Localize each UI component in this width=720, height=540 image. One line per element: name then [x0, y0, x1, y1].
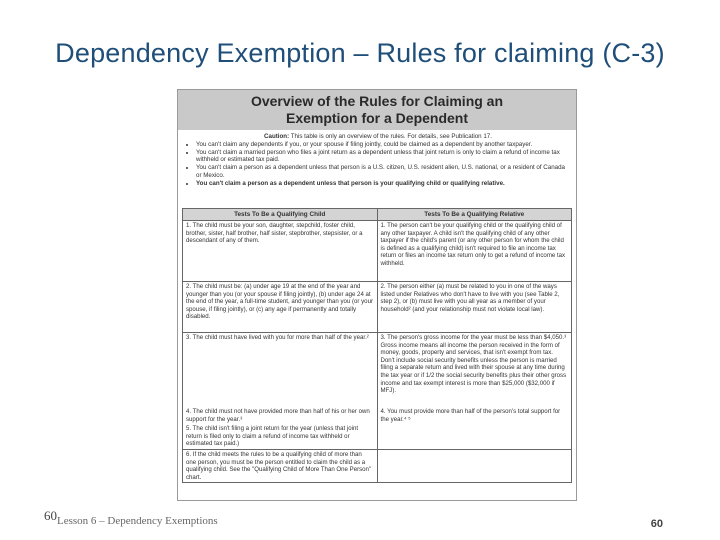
qualifying-child-header: Tests To Be a Qualifying Child	[183, 209, 378, 221]
footer-lesson-text: Lesson 6 – Dependency Exemptions	[57, 515, 218, 527]
child-test-4: 4. The child must not have provided more than half of his or her own support for the year.³	[183, 407, 378, 424]
footer-slide-number: 60	[44, 508, 57, 523]
qualifying-relative-header: Tests To Be a Qualifying Relative	[377, 209, 572, 221]
document-header	[178, 90, 576, 130]
child-test-5: 5. The child isn't filing a joint return for the year (unless that joint return is filed only to claim a refund of income tax withheld or estimated tax paid.)	[183, 424, 378, 449]
caution-bullets	[186, 141, 570, 188]
slide-title: Dependency Exemption – Rules for claiming (C-3)	[55, 38, 665, 68]
document-title-line2: Exemption for a Dependent	[285, 110, 469, 126]
table-row	[183, 449, 572, 482]
table-row	[183, 282, 572, 333]
caution-box	[178, 130, 576, 188]
caution-bullet: • You can't claim a married person who files a joint return as a dependent unless that joint return is only to claim a refund of income tax withheld or estimated tax paid.	[196, 149, 570, 165]
child-test-6: 6. If the child meets the rules to be a qualifying child of more than one person, you must be the person entitled to claim the child as a qualifying child. See the "Qualifying Child of More Than One Person" chart.	[183, 449, 378, 482]
caution-label: Caution:	[264, 133, 290, 140]
child-test-2: 2. The child must be: (a) under age 19 at the end of the year and younger than you (or your spouse if filing jointly), (b) under age 24 at the end of the year, a full-time student, and younger than you (or your spouse, if filing jointly), or (c) any age if permanently and totally disabled.	[183, 282, 378, 333]
caution-bullet: • You can't claim a person as a dependent unless that person is a U.S. citizen, U.S. resident alien, U.S. national, or a resident of Canada or Mexico.	[196, 164, 570, 180]
child-test-3: 3. The child must have lived with you for more than half of the year.²	[183, 333, 378, 408]
table-row	[183, 407, 572, 424]
tests-table	[182, 208, 572, 483]
table-row	[183, 424, 572, 449]
document-image	[177, 89, 577, 501]
caution-text: This table is only an overview of the rules. For details, see Publication 17.	[290, 133, 492, 140]
table-row	[183, 221, 572, 282]
table-row	[183, 333, 572, 408]
relative-test-2: 2. The person either (a) must be related to you in one of the ways listed under Relatives who don't have to live with you (see Table 2, step 2), or (b) must live with you all year as a member of your household² (and your relationship must not violate local law).	[377, 282, 572, 333]
caution-bullet: • You can't claim a person as a dependent unless that person is your qualifying child or qualifying relative.	[196, 180, 570, 188]
tests-header-row	[183, 209, 572, 221]
slide-footer	[44, 508, 218, 528]
relative-test-6	[377, 449, 572, 482]
caution-bullet: • You can't claim any dependents if you, or your spouse if filing jointly, could be claimed as a dependent by another taxpayer.	[196, 141, 570, 149]
relative-test-5	[377, 424, 572, 449]
relative-test-1: 1. The person can't be your qualifying child or the qualifying child of any other taxpayer. A child isn't the qualifying child of any other taxpayer if the child's parent (or any other person for whom the child is defined as a qualifying child) isn't required to file an income tax return or files an income tax return only to get a refund of income tax withheld.	[377, 221, 572, 282]
caution-line	[186, 133, 570, 141]
document-title-line1: Overview of the Rules for Claiming an	[250, 93, 504, 109]
relative-test-4: 4. You must provide more than half of the person's total support for the year.⁴ ⁵	[377, 407, 572, 424]
relative-test-3: 3. The person's gross income for the year must be less than $4,050.³ Gross income means all income the person received in the form of money, goods, property and services, that isn't exempt from tax. Don't include social security benefits unless the person is married filing a separate return and lived with their spouse at any time during the tax year or if 1/2 the social security benefits plus their other gross income and tax exempt interest is more than $25,000 ($32,000 if MFJ).	[377, 333, 572, 408]
child-test-1: 1. The child must be your son, daughter, stepchild, foster child, brother, sister, half brother, half sister, stepbrother, stepsister, or a descendant of any of them.	[183, 221, 378, 282]
page-number: 60	[650, 518, 663, 530]
